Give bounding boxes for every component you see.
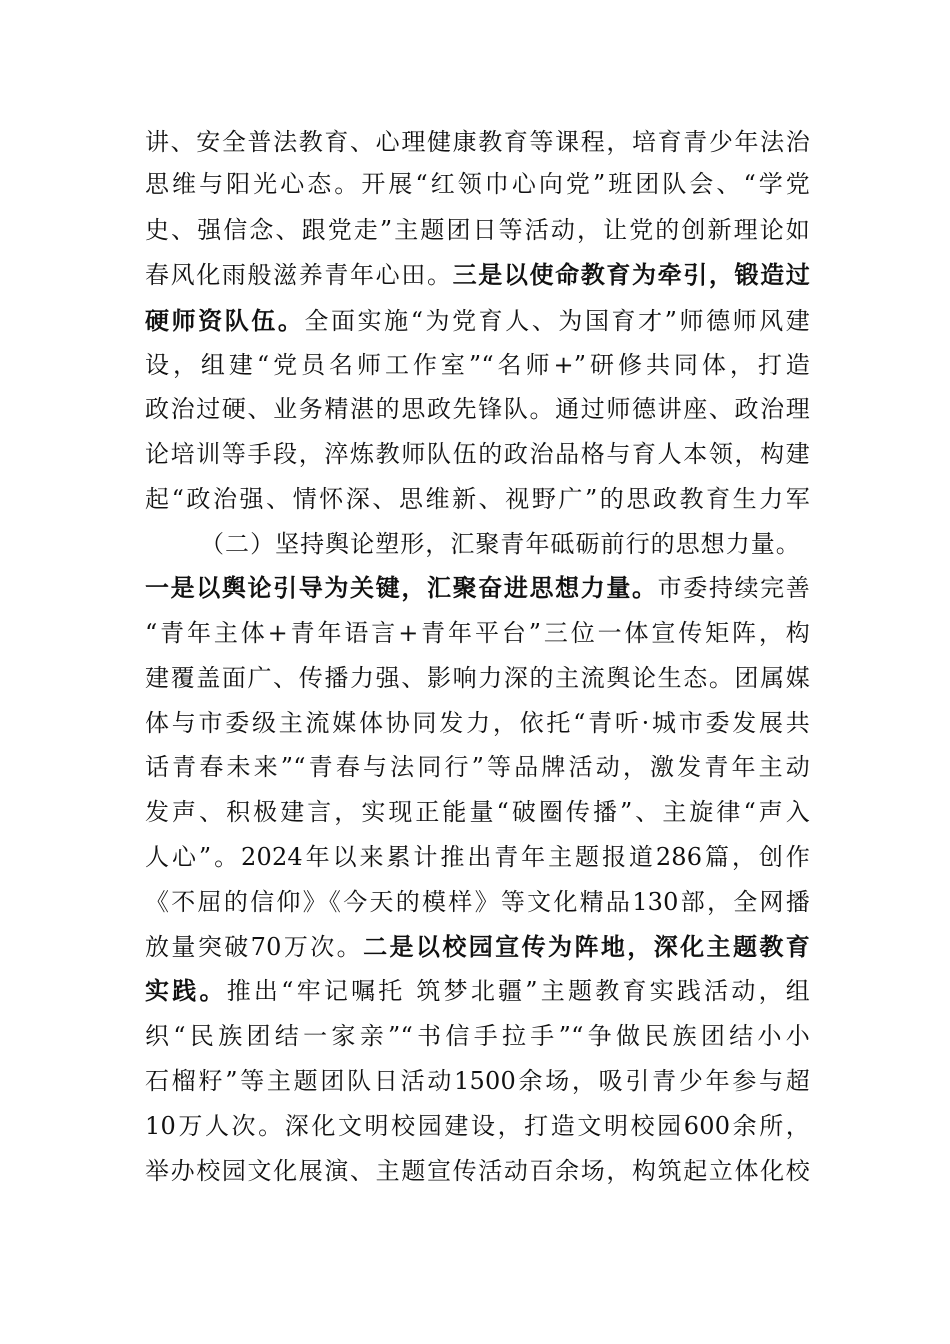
text-line-21: 织“民族团结一家亲”“书信手拉手”“争做民族团结小小 [145,1022,810,1050]
bold-heading: 实践。 [145,977,227,1005]
text-line-18: 《不屈的信仰》《今天的模样》等文化精品130部，全网播 [145,888,810,916]
bold-heading: 一是以舆论引导为关键，汇聚奋进思想力量。 [145,574,658,602]
text-line-3: 史、强信念、跟党走”主题团日等活动，让党的创新理论如 [145,216,810,244]
text-line-4: 春风化雨般滋养青年心田。三是以使命教育为牵引，锻造过 [145,261,810,289]
text-line-19: 放量突破70万次。二是以校园宣传为阵地，深化主题教育 [145,933,810,961]
text-line-23: 10万人次。深化文明校园建设，打造文明校园600余所， [145,1112,810,1140]
text-line-12: “青年主体+青年语言+青年平台”三位一体宣传矩阵，构 [145,619,810,647]
text-line-22: 石榴籽”等主题团队日活动1500余场，吸引青少年参与超 [145,1067,810,1095]
section-heading-2: （二）坚持舆论塑形，汇聚青年砥砺前行的思想力量。 [200,530,800,558]
bold-heading: 硬师资队伍。 [145,307,305,335]
text-line-11: 一是以舆论引导为关键，汇聚奋进思想力量。市委持续完善 [145,574,810,602]
text-line-20: 实践。推出“牢记嘱托 筑梦北疆”主题教育实践活动，组 [145,977,810,1005]
bold-heading: 二是以校园宣传为阵地，深化主题教育 [363,933,810,961]
text-line-6: 设，组建“党员名师工作室”“名师+”研修共同体，打造 [145,351,810,379]
text-line-1: 讲、安全普法教育、心理健康教育等课程，培育青少年法治 [145,128,810,156]
text-line-9: 起“政治强、情怀深、思维新、视野广”的思政教育生力军 [145,485,810,513]
text-line-2: 思维与阳光心态。开展“红领巾心向党”班团队会、“学党 [145,170,810,198]
text-line-15: 话青春未来”“青春与法同行”等品牌活动，激发青年主动 [145,753,810,781]
text-line-13: 建覆盖面广、传播力强、影响力深的主流舆论生态。团属媒 [145,664,810,692]
text-line-24: 举办校园文化展演、主题宣传活动百余场，构筑起立体化校 [145,1157,810,1185]
text-line-17: 人心”。2024年以来累计推出青年主题报道286篇，创作 [145,843,810,871]
text-line-8: 论培训等手段，淬炼教师队伍的政治品格与育人本领，构建 [145,440,810,468]
text-line-14: 体与市委级主流媒体协同发力，依托“青听·城市委发展共 [145,709,810,737]
text-line-5: 硬师资队伍。全面实施“为党育人、为国育才”师德师风建 [145,307,810,335]
text-line-7: 政治过硬、业务精湛的思政先锋队。通过师德讲座、政治理 [145,395,810,423]
text-line-16: 发声、积极建言，实现正能量“破圈传播”、主旋律“声入 [145,798,810,826]
bold-heading: 三是以使命教育为牵引，锻造过 [452,261,810,289]
